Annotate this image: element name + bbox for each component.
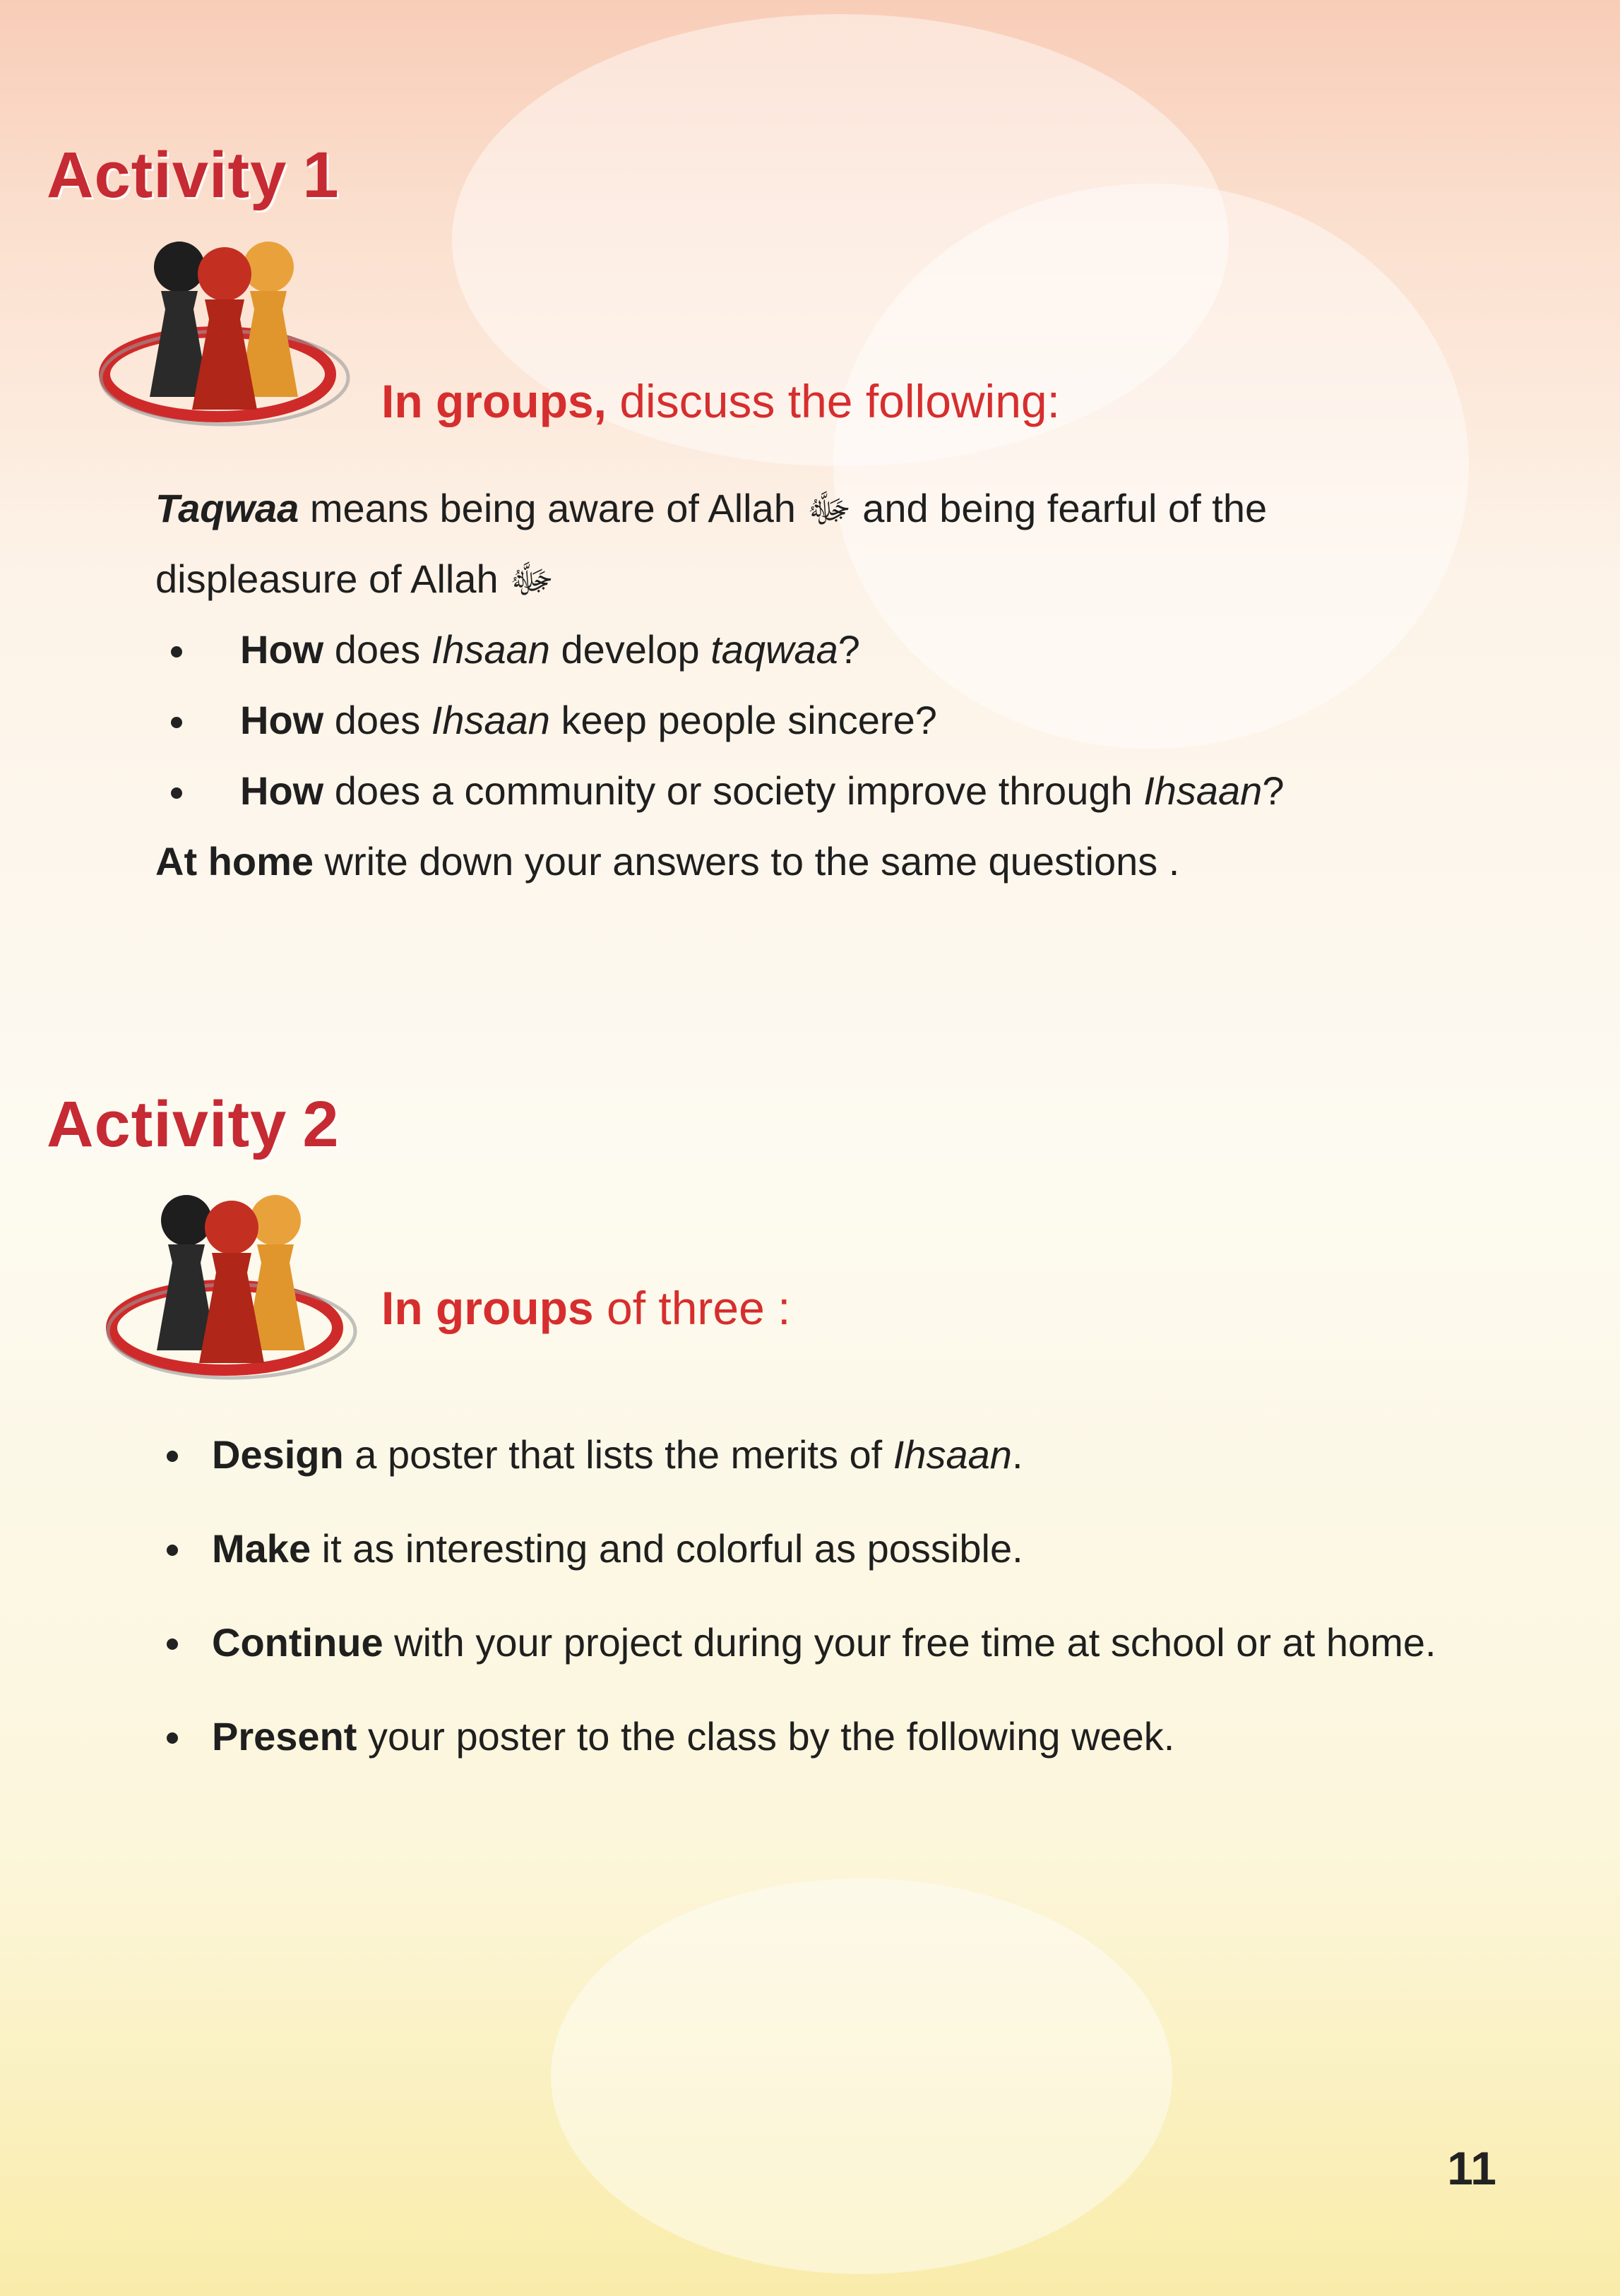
list-item: How does Ihsaan develop taqwaa? [155,614,1284,685]
activity-1-instruction: In groups, discuss the following: [381,375,1060,427]
honorific-symbol: ﷻ [509,557,554,601]
activity-2-title: Activity 2 [47,1088,340,1160]
activity-2-instruction: In groups of three : [381,1282,791,1334]
taqwaa-definition: Taqwaa means being aware of Allah ﷻ and being fearful of the displeasure of Allah ﷻ [155,486,1268,601]
activity-1-title: Activity 1 [47,139,340,211]
list-item: How does Ihsaan keep people sincere? [155,685,1284,756]
page-number: 11 [1447,2142,1496,2194]
honorific-symbol: ﷻ [806,486,852,530]
list-item: Continue with your project during your free time at school or at home. [162,1616,1511,1670]
home-task: At home write down your answers to the same questions . [155,839,1180,884]
list-item: How does a community or society improve through Ihsaan? [155,756,1284,826]
pawns-icon [97,1186,366,1384]
list-item: Design a poster that lists the merits of Ihsaan. [162,1428,1511,1482]
list-item: Present your poster to the class by the following week. [162,1710,1511,1763]
task-list [162,1428,1511,1804]
background-cloud [551,1879,1172,2274]
list-item: Make it as interesting and colorful as possible. [162,1522,1511,1576]
